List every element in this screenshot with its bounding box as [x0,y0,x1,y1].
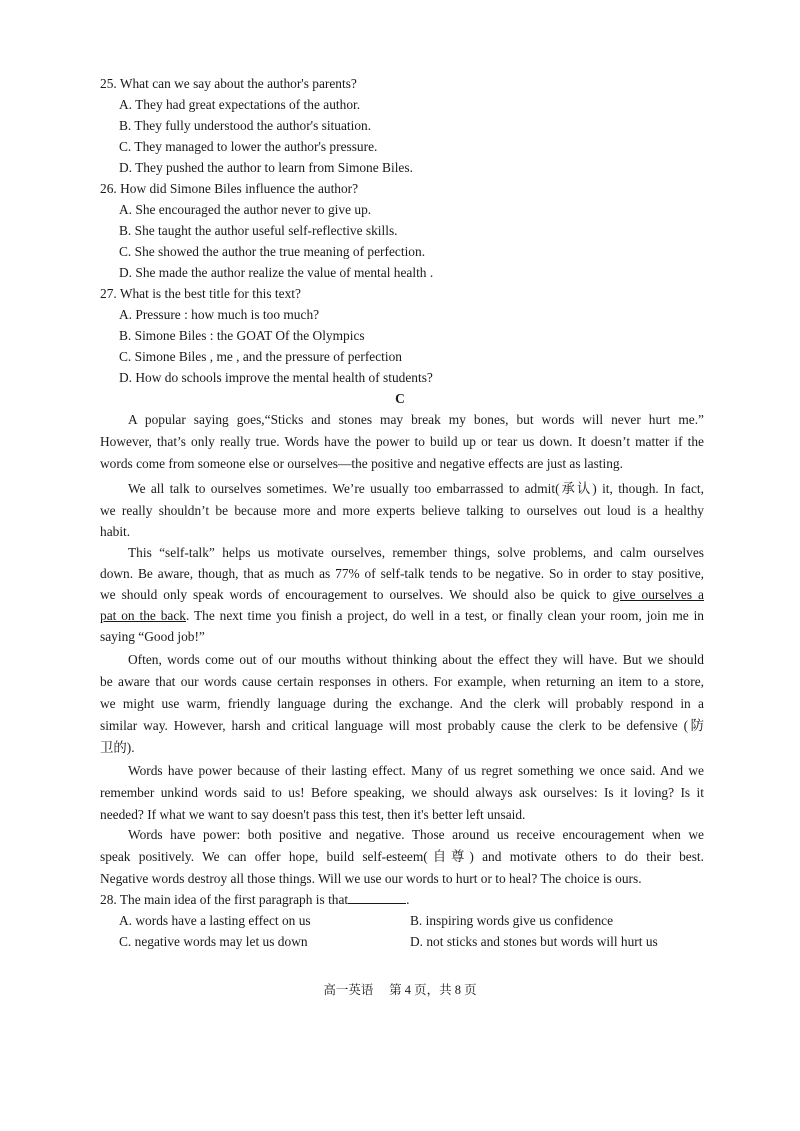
footer-page-number: 第 4 页，共 8 页 [389,983,477,997]
passage-p4-line-2: be aware that our words cause certain responses in others. For example, when returning an item to a store, [100,674,704,689]
underlined-phrase-part-1: give ourselves a [612,587,704,602]
question-26-option-a: A. She encouraged the author never to give up. [119,202,372,217]
question-26-option-b: B. She taught the author useful self-reflective skills. [119,223,398,238]
passage-p5-line-3: needed? If what we want to say doesn't pass this test, then it's better left unsaid. [100,807,526,822]
passage-p1-line-3: words come from someone else or ourselves—the positive and negative effects are just as lasting. [100,456,623,471]
question-27-stem: 27. What is the best title for this text? [100,286,301,301]
question-25-option-c: C. They managed to lower the author's pressure. [119,139,378,154]
question-26-option-c: C. She showed the author the true meaning of perfection. [119,244,426,259]
question-27-option-c: C. Simone Biles , me , and the pressure of perfection [119,349,402,364]
passage-p5-line-1: Words have power because of their lasting effect. Many of us regret something we once said. And we [128,763,704,778]
question-26-option-d: D. She made the author realize the value of mental health . [119,265,434,280]
question-25-stem: 25. What can we say about the author's parents? [100,76,357,91]
question-28-option-a: A. words have a lasting effect on us [119,913,311,928]
question-25-option-a: A. They had great expectations of the author. [119,97,361,112]
passage-p3-line-4-text: . The next time you finish a project, do well in a test, or finally clean your room, join me in [185,608,704,623]
passage-p2-line-2: we really shouldn’t be because more and more experts believe talking to ourselves out loud is a healthy [100,503,704,518]
answer-blank [348,891,406,904]
question-27-option-d: D. How do schools improve the mental health of students? [119,370,433,385]
passage-p5-line-2: remember unkind words said to us! Before speaking, we should always ask ourselves: Is it loving? Is it [100,785,704,800]
passage-p3-line-4 [100,606,704,626]
question-28-stem-text: 28. The main idea of the first paragraph is that [100,892,349,907]
passage-p3-line-2: down. Be aware, though, that as much as 77% of self-talk tends to be negative. So in order to stay positive, [100,566,704,581]
question-25-option-d: D. They pushed the author to learn from Simone Biles. [119,160,413,175]
question-28-stem [100,890,704,910]
passage-p3-line-3-text: we should only speak words of encouragement to ourselves. We should also be quick to [100,587,613,602]
footer-subject: 高一英语 [323,983,374,997]
passage-p3-line-1: This “self-talk” helps us motivate ourselves, remember things, solve problems, and calm ourselves [128,545,704,560]
passage-p1-line-2: However, that’s only really true. Words have the power to build up or tear us down. It doesn’t matter if the [100,434,704,449]
passage-p3-line-5: saying “Good job!” [100,629,205,644]
passage-p1-line-1: A popular saying goes,“Sticks and stones may break my bones, but words will never hurt me.” [128,412,704,427]
passage-p4-line-5: 卫的). [100,740,135,755]
page-footer [0,980,800,1000]
passage-p4-line-4: similar way. However, harsh and critical language will most probably cause the clerk to be defensive (防 [100,718,704,733]
question-26-stem: 26. How did Simone Biles influence the author? [100,181,359,196]
question-27-option-b: B. Simone Biles : the GOAT Of the Olympics [119,328,365,343]
passage-p2-line-3: habit. [100,524,131,539]
passage-p3-line-3 [100,585,704,605]
passage-p4-line-1: Often, words come out of our mouths without thinking about the effect they will have. But we should [128,652,704,667]
question-25-option-b: B. They fully understood the author's situation. [119,118,372,133]
passage-p6-line-3: Negative words destroy all those things. Will we use our words to hurt or to heal? The choice is ours. [100,871,642,886]
question-28-stem-period: . [406,892,410,907]
question-27-option-a: A. Pressure : how much is too much? [119,307,320,322]
section-heading: C [395,391,405,406]
passage-p6-line-1: Words have power: both positive and negative. Those around us receive encouragement when we [128,827,704,842]
underlined-phrase-part-2: pat on the back [100,608,186,623]
passage-p6-line-2: speak positively. We can offer hope, build self-esteem(自尊) and motivate others to do their best. [100,849,704,864]
question-28-option-c: C. negative words may let us down [119,934,308,949]
passage-p4-line-3: we might use warm, friendly language during the exchange. And the clerk will probably respond in a [100,696,704,711]
question-28-option-d: D. not sticks and stones but words will hurt us [410,934,658,949]
passage-p2-line-1: We all talk to ourselves sometimes. We’re usually too embarrassed to admit(承认) it, though. In fact, [128,481,704,496]
question-28-option-b: B. inspiring words give us confidence [410,913,614,928]
